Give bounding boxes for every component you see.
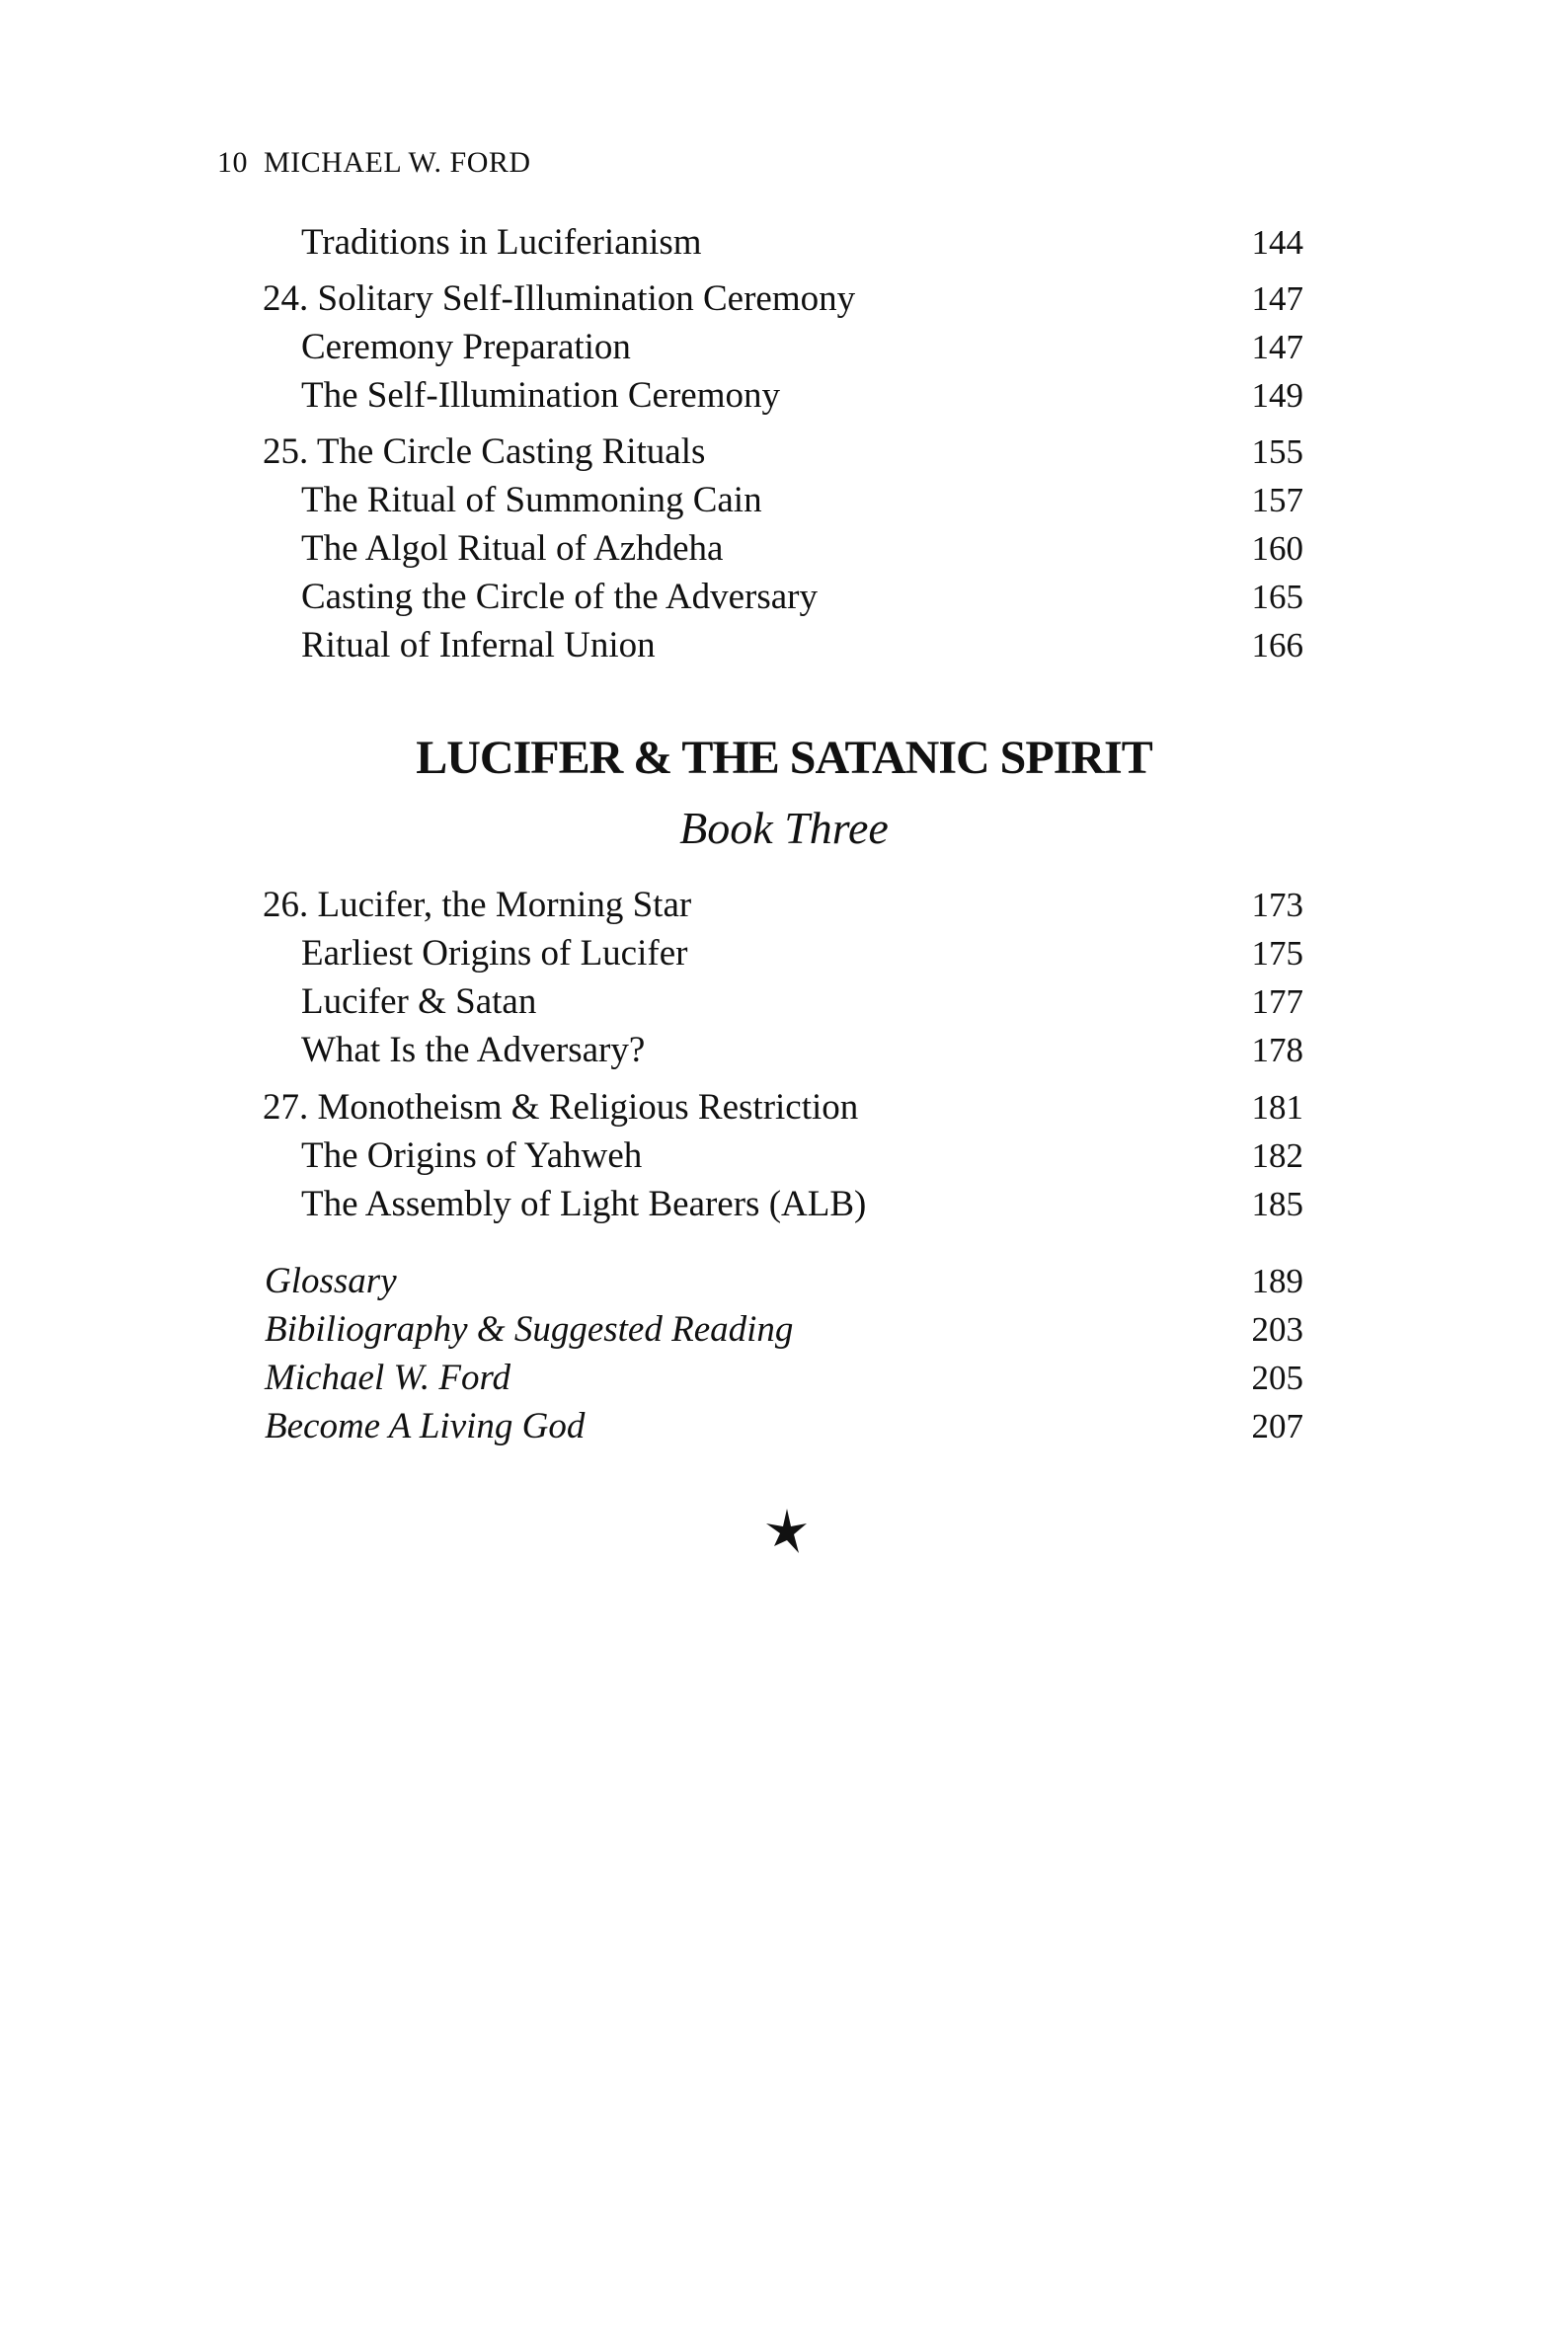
toc-entry-title: The Origins of Yahweh — [301, 1135, 643, 1176]
toc-entry-title: Bibiliography & Suggested Reading — [265, 1309, 794, 1350]
toc-entry-page: 149 — [1251, 376, 1303, 415]
toc-entry — [0, 525, 1568, 573]
toc-entry-title: The Algol Ritual of Azhdeha — [301, 528, 724, 569]
toc-entry-page: 157 — [1251, 481, 1303, 519]
toc-entry-title: 24. Solitary Self-Illumination Ceremony — [263, 278, 856, 319]
toc-entry-page: 160 — [1251, 529, 1303, 568]
section-title: LUCIFER & THE SATANIC SPIRIT — [416, 732, 1152, 784]
toc-entry-page: 155 — [1251, 432, 1303, 471]
section-subtitle: Book Three — [679, 803, 889, 853]
toc-entry — [0, 930, 1568, 977]
toc-entry-title: Lucifer & Satan — [301, 981, 537, 1022]
toc-entry — [0, 1132, 1568, 1180]
toc-end-matter-entry — [0, 1306, 1568, 1354]
toc-entry-title: Ritual of Infernal Union — [301, 625, 656, 665]
page-number: 10 — [217, 146, 248, 179]
toc-entry-title: The Assembly of Light Bearers (ALB) — [301, 1184, 867, 1224]
toc-entry-title: Become A Living God — [265, 1406, 586, 1446]
toc-end-matter-entry — [0, 1355, 1568, 1402]
running-head — [217, 146, 531, 180]
toc-entry — [0, 1027, 1568, 1074]
toc-entry-page: 182 — [1251, 1136, 1303, 1175]
toc-entry-title: Glossary — [265, 1261, 397, 1301]
toc-entry-title: 25. The Circle Casting Rituals — [263, 431, 706, 472]
toc-entry-title: What Is the Adversary? — [301, 1030, 646, 1070]
toc-entry — [0, 477, 1568, 524]
toc-entry — [0, 574, 1568, 621]
toc-entry-title: Casting the Circle of the Adversary — [301, 577, 819, 617]
toc-entry-title: 27. Monotheism & Religious Restriction — [263, 1087, 859, 1128]
toc-chapter — [0, 429, 1568, 476]
toc-entry-page: 175 — [1251, 934, 1303, 973]
toc-end-matter-entry — [0, 1258, 1568, 1305]
toc-entry-page: 189 — [1251, 1262, 1303, 1300]
toc-end-matter-entry — [0, 1403, 1568, 1450]
toc-entry — [0, 978, 1568, 1026]
toc-entry-title: Traditions in Luciferianism — [301, 222, 702, 263]
toc-entry-page: 173 — [1251, 886, 1303, 924]
toc-entry — [0, 219, 1568, 267]
toc-entry-title: Michael W. Ford — [265, 1358, 511, 1398]
toc-entry-page: 147 — [1251, 279, 1303, 318]
toc-chapter — [0, 1084, 1568, 1131]
toc-entry-page: 181 — [1251, 1088, 1303, 1127]
toc-entry-page: 147 — [1251, 328, 1303, 366]
toc-entry — [0, 372, 1568, 420]
toc-entry-title: Earliest Origins of Lucifer — [301, 933, 688, 974]
author-name: MICHAEL W. FORD — [264, 146, 531, 179]
star-ornament-icon — [761, 1507, 811, 1556]
toc-entry — [0, 622, 1568, 669]
toc-chapter — [0, 882, 1568, 929]
toc-entry-title: The Self-Illumination Ceremony — [301, 375, 780, 416]
toc-entry-page: 165 — [1251, 578, 1303, 616]
toc-entry-page: 205 — [1251, 1359, 1303, 1397]
toc-entry-title: Ceremony Preparation — [301, 327, 631, 367]
toc-entry-page: 166 — [1251, 626, 1303, 664]
toc-entry-title: The Ritual of Summoning Cain — [301, 480, 762, 520]
toc-entry — [0, 324, 1568, 371]
toc-entry-page: 207 — [1251, 1407, 1303, 1445]
toc-entry-page: 203 — [1251, 1310, 1303, 1349]
toc-entry-page: 177 — [1251, 982, 1303, 1021]
toc-entry-page: 185 — [1251, 1185, 1303, 1223]
toc-entry-title: 26. Lucifer, the Morning Star — [263, 885, 692, 925]
toc-entry — [0, 1181, 1568, 1228]
toc-chapter — [0, 275, 1568, 323]
toc-entry-page: 178 — [1251, 1031, 1303, 1069]
toc-entry-page: 144 — [1251, 223, 1303, 262]
